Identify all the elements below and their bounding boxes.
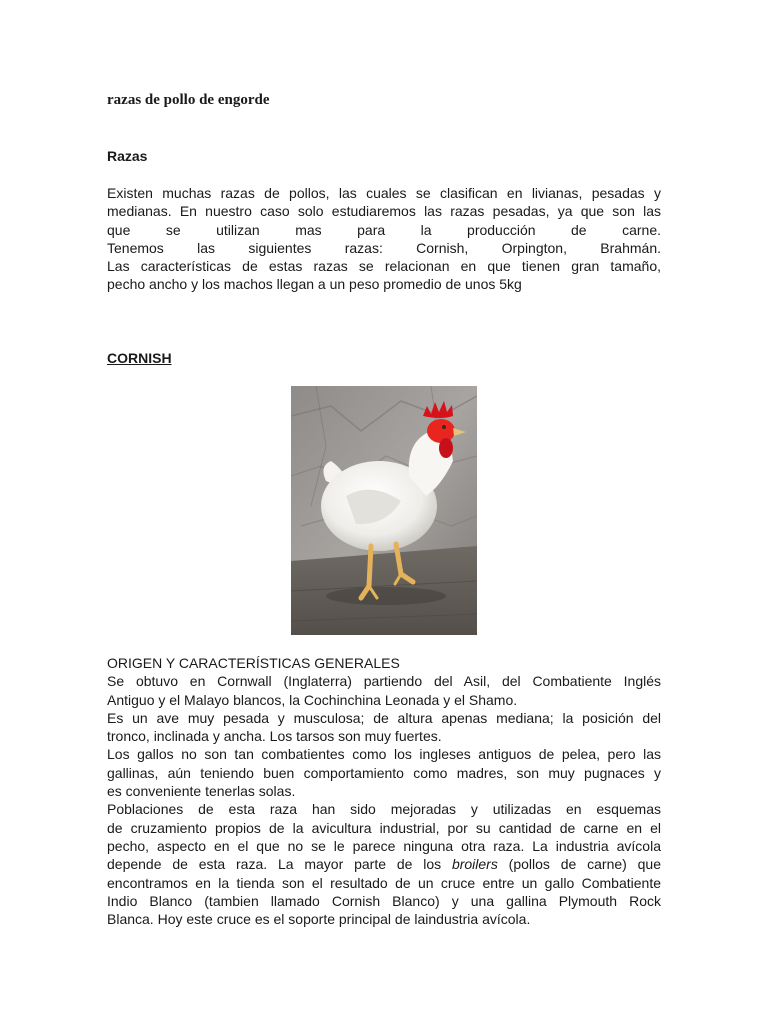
origin-line: Indio Blanco (tambien llamado Cornish Blanco) y una gallina Plymouth Rock: [107, 892, 661, 909]
razas-heading: Razas: [107, 148, 148, 164]
origin-section: [107, 654, 661, 928]
origin-line: es conveniente tenerlas solas.: [107, 783, 296, 800]
origin-line: Antiguo y el Malayo blancos, la Cochinchina Leonada y el Shamo.: [107, 691, 518, 708]
broilers-term: broilers: [451, 856, 498, 873]
origin-line: de cruzamiento propios de la avicultura industrial, por su cantidad de carne en el: [107, 819, 661, 836]
intro-line: Existen muchas razas de pollos, las cuales se clasifican en livianas, pesadas y: [107, 185, 661, 201]
origin-line: Los gallos no son tan combatientes como los ingleses antiguos de pelea, pero las: [107, 746, 661, 763]
origin-line: pecho, aspecto en el que no se le parece ninguna otra raza. La industria avícola: [107, 837, 661, 854]
intro-line: Tenemos las siguientes razas: Cornish, Orpington, Brahmán.: [107, 239, 661, 256]
origin-line: Es un ave muy pesada y musculosa; de altura apenas mediana; la posición del: [107, 709, 661, 726]
intro-line: medianas. En nuestro caso solo estudiaremos las razas pesadas, ya que son las: [107, 203, 661, 220]
origin-line: gallinas, aún teniendo buen comportamiento como madres, son muy pugnaces y: [107, 764, 661, 781]
cornish-heading: CORNISH: [107, 350, 172, 366]
origin-line: Blanca. Hoy este cruce es el soporte principal de laindustria avícola.: [107, 911, 531, 928]
document-page: [107, 0, 661, 1024]
origin-line: encontramos en la tienda son el resultado de un cruce entre un gallo Combatiente: [107, 874, 661, 891]
broilers-line-after: (pollos de carne) que: [497, 856, 661, 873]
origin-heading: ORIGEN Y CARACTERÍSTICAS GENERALES: [107, 655, 400, 671]
cornish-rooster-photo: [291, 386, 477, 635]
origin-line: Poblaciones de esta raza han sido mejoradas y utilizadas en esquemas: [107, 801, 661, 818]
intro-line: Las características de estas razas se relacionan en que tienen gran tamaño,: [107, 258, 661, 275]
intro-paragraph: [107, 184, 661, 294]
origin-line: tronco, inclinada y ancha. Los tarsos son muy fuertes.: [107, 728, 442, 745]
intro-line: pecho ancho y los machos llegan a un peso promedio de unos 5kg: [107, 276, 522, 293]
broilers-line-before: depende de esta raza. La mayor parte de los: [107, 856, 452, 873]
intro-line: que se utilizan mas para la producción de carne.: [107, 221, 661, 238]
document-title: razas de pollo de engorde: [107, 92, 270, 108]
rooster-illustration: [291, 386, 477, 635]
broilers-line: [107, 855, 661, 873]
origin-line: Se obtuvo en Cornwall (Inglaterra) partiendo del Asil, del Combatiente Inglés: [107, 673, 661, 690]
